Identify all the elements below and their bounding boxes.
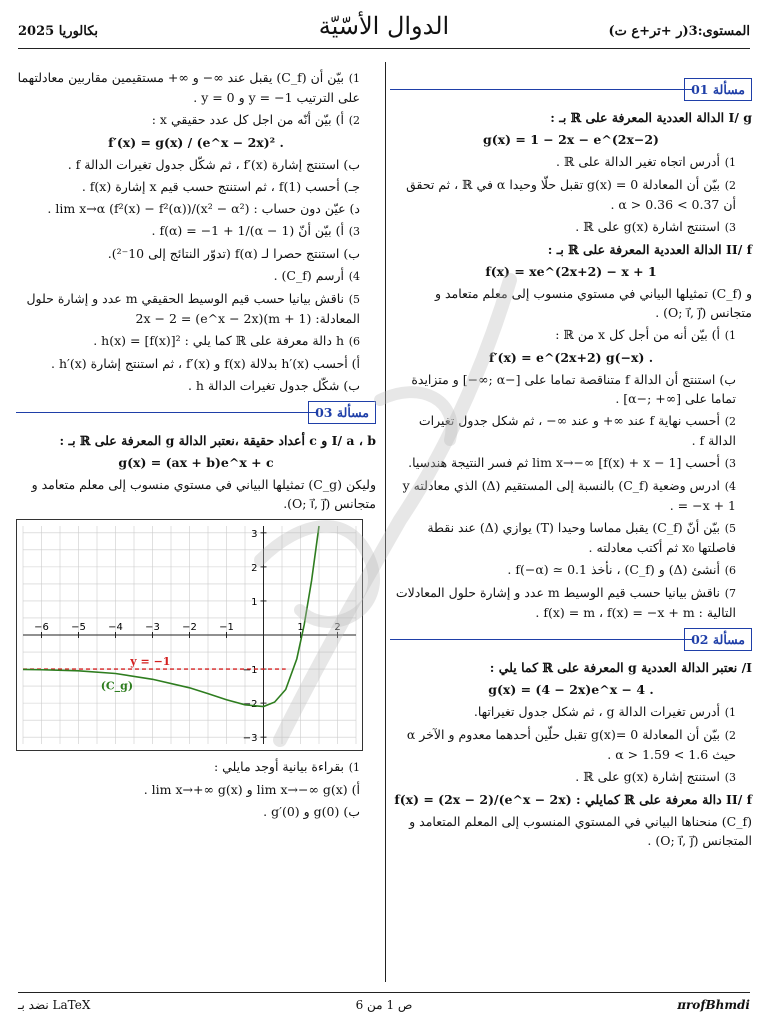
section-02-label: مسألة 02 <box>684 628 752 651</box>
p3-desc: وليكن (C_g) تمثيلها البياني في مستوي منسوب إلى معلم متعامد و متجانس (O; i⃗, j⃗). <box>31 477 376 511</box>
y-tick-label: 2 <box>251 562 258 574</box>
left-item-2b: ب) استنتج إشارة f′(x) ، ثم شكّل جدول تغيرات الدالة f . <box>67 157 360 172</box>
left-item-4: 4)أرسم (C_f) . <box>273 268 360 283</box>
page-footer <box>18 992 750 1019</box>
p2-item-3: 3)استنتج إشارة g(x) على ℝ . <box>575 769 736 784</box>
p2-part-I: I/ نعتبر الدالة العددية g المعرفة على ℝ كما يلي : <box>489 660 752 675</box>
author-credit: πrofBhmdi <box>677 998 750 1012</box>
left-item-6: 6)h دالة معرفة على ℝ كما يلي : h(x) = [f(x)]² . <box>93 333 360 348</box>
right-column <box>390 72 752 853</box>
item-I1: 1)أدرس اتجاه تغير الدالة على ℝ . <box>556 154 736 169</box>
part-II-desc: و (C_f) تمثيلها البياني في مستوي منسوب إلى معلم متعامد و متجانس (O; i⃗, j⃗) . <box>434 286 752 320</box>
x-tick-label: −4 <box>108 622 123 633</box>
item-II6: 6)أنشئ (Δ) و (C_f) ، نأخذ f(−α) ≃ 0.1 . <box>507 562 736 577</box>
section-02 <box>390 626 752 652</box>
section-03-label: مسألة 03 <box>308 401 376 424</box>
x-tick-label: −3 <box>145 622 160 633</box>
page-title: الدوال الأسّيّة <box>318 12 450 40</box>
latex-credit: نضد بـ LaTeX <box>18 998 91 1012</box>
item-II1b: ب) استنتج أن الدالة f متناقصة تماما على [−α ;∞−] و متزايدة تماما على [∞+ ;−α] . <box>411 372 736 406</box>
x-tick-label: −1 <box>219 622 234 633</box>
left-item-2a: 2)أ) بيّن أنّه من اجل كل عدد حقيقي x : <box>151 112 360 127</box>
x-tick-label: −6 <box>34 622 49 633</box>
section-01-label: مسألة 01 <box>684 78 752 101</box>
p3-item-1a: أ) lim x→−∞ g(x) و lim x→+∞ g(x) . <box>143 782 360 797</box>
left-item-3a: 3)أ) بيّن أنّ f(α) = −1 + 1/(α − 1) . <box>151 223 360 238</box>
cg-chart-svg <box>17 520 362 750</box>
p3-item-1: 1)بقراءة بيانية أوجد مايلي : <box>213 759 360 774</box>
page-header <box>18 8 750 49</box>
f-equation: f(x) = xe^(2x+2) − x + 1 <box>485 264 657 279</box>
p3-item-1b: ب) g(0) و g′(0) . <box>263 804 360 819</box>
left-item-1: 1)بيّن أن (C_f) يقبل عند ∞− و ∞+ مستقيمين مقاربين معادلتهما على الترتيب y = −1 و y = 0 . <box>17 70 360 105</box>
section-rule <box>390 89 692 90</box>
x-tick-label: −5 <box>71 622 86 633</box>
item-I2: 2)بيّن أن المعادلة 0 = g(x) تقبل حلّا وحيدا α في ℝ ، ثم تحقق أن 0.37 > α > 0.36 . <box>406 177 736 212</box>
left-item-6b: ب) شكّل جدول تغيرات الدالة h . <box>187 378 360 393</box>
left-column <box>16 68 376 824</box>
section-01 <box>390 76 752 102</box>
section-03 <box>16 399 376 425</box>
cg-graph <box>16 519 363 751</box>
item-II3: 3)أحسب lim x→−∞ [f(x) + x − 1] ثم فسر النتيجة هندسيا. <box>408 455 736 470</box>
part-I-title: I/ g الدالة العددية المعرفة على ℝ بـ : <box>550 110 752 125</box>
curve-label: (C_g) <box>100 679 134 693</box>
g-equation: g(x) = 1 − 2x − e^(2x−2) <box>483 132 659 147</box>
fprime-equation: f′(x) = e^(2x+2) g(−x) . <box>488 350 654 365</box>
p2-item-2: 2)بيّن أن المعادلة 0 =g(x) تقبل حلّين أحدهما معدوم و الآخر α حيث 1.6 > α > 1.59 . <box>406 727 736 762</box>
p3-part-I: I/ a ، b و c أعداد حقيقة ،نعتبر الدالة g المعرفة على ℝ بـ : <box>59 433 376 448</box>
level-label: المستوى:3(ر +تر+ع ت) <box>608 24 750 39</box>
left-item-3b: ب) استنتج حصرا لـ f(α) (تدوّر النتائج إلى 10⁻²). <box>107 246 360 261</box>
x-tick-label: 1 <box>297 622 304 633</box>
p3-g-equation: g(x) = (ax + b)e^x + c <box>118 455 274 470</box>
item-II1a: 1)أ) بيّن أنه من أجل كل x من ℝ : <box>555 327 736 342</box>
fprime-g-equation: f′(x) = g(x) / (e^x − 2x)² . <box>108 135 284 150</box>
p2-g-equation: g(x) = (4 − 2x)e^x − 4 . <box>488 682 654 697</box>
p2-part-II: II/ f دالة معرفة على ℝ كمايلي : f(x) = (2x − 2)/(e^x − 2x) <box>394 792 752 807</box>
y-tick-label: −3 <box>242 733 258 745</box>
part-II-title: II/ f الدالة العددية المعرفة على ℝ بـ : <box>547 242 752 257</box>
y-tick-label: −2 <box>242 699 258 711</box>
asymptote-label: y = −1 <box>130 655 171 669</box>
item-II7: 7)ناقش بيانيا حسب قيم الوسيط m عدد و إشارة حلول المعادلات التالية : f(x) = m ، f(x) = −x + m . <box>395 585 736 620</box>
y-tick-label: 3 <box>251 528 258 540</box>
item-II4: 4)ادرس وضعية (C_f) بالنسبة إلى المستقيم (Δ) الذي معادلته y = −x + 1 . <box>402 478 736 513</box>
left-item-2d: د) عيّن دون حساب : lim x→α (f²(x) − f²(α))/(x² − α²) . <box>47 201 360 216</box>
p2-part-II-desc: (C_f) منحناها البياني في المستوي المنسوب إلى المعلم المتعامد و المتجانس (O; i⃗, j⃗) . <box>409 814 752 848</box>
item-II5: 5)بيّن أنّ (C_f) يقبل مماسا وحيدا (T) يوازي (Δ) عند نقطة فاصلتها x₀ ثم أكتب معادلته . <box>427 520 736 555</box>
left-item-6a: أ) أحسب h′(x) بدلالة f(x) و f′(x) ، ثم استنتج إشارة h′(x) . <box>51 356 360 371</box>
left-item-5: 5)ناقش بيانيا حسب قيم الوسيط الحقيقي m عدد و إشارة حلول المعادلة: 2x − 2 = (e^x − 2x)(m + 1) <box>26 291 360 326</box>
page-number: ص 1 من 6 <box>355 998 413 1012</box>
p2-item-1: 1)أدرس تغيرات الدالة g ، ثم شكل جدول تغيراتها. <box>473 704 736 719</box>
column-divider <box>385 62 386 982</box>
y-tick-label: −1 <box>242 665 258 677</box>
year-label: بكالوريا 2025 <box>18 24 99 39</box>
item-I3: 3)استنتج اشارة g(x) على ℝ . <box>575 219 736 234</box>
x-tick-label: 2 <box>334 622 341 633</box>
section-rule <box>390 639 692 640</box>
left-item-2c: جـ) أحسب f(1) ، ثم استنتج حسب قيم x إشارة f(x) . <box>81 179 360 194</box>
section-rule <box>16 412 316 413</box>
x-tick-label: −2 <box>182 622 197 633</box>
item-II2: 2)أحسب نهاية f عند ∞+ و عند ∞− ، ثم شكل جدول تغيرات الدالة f . <box>418 413 736 448</box>
y-tick-label: 1 <box>251 596 258 608</box>
